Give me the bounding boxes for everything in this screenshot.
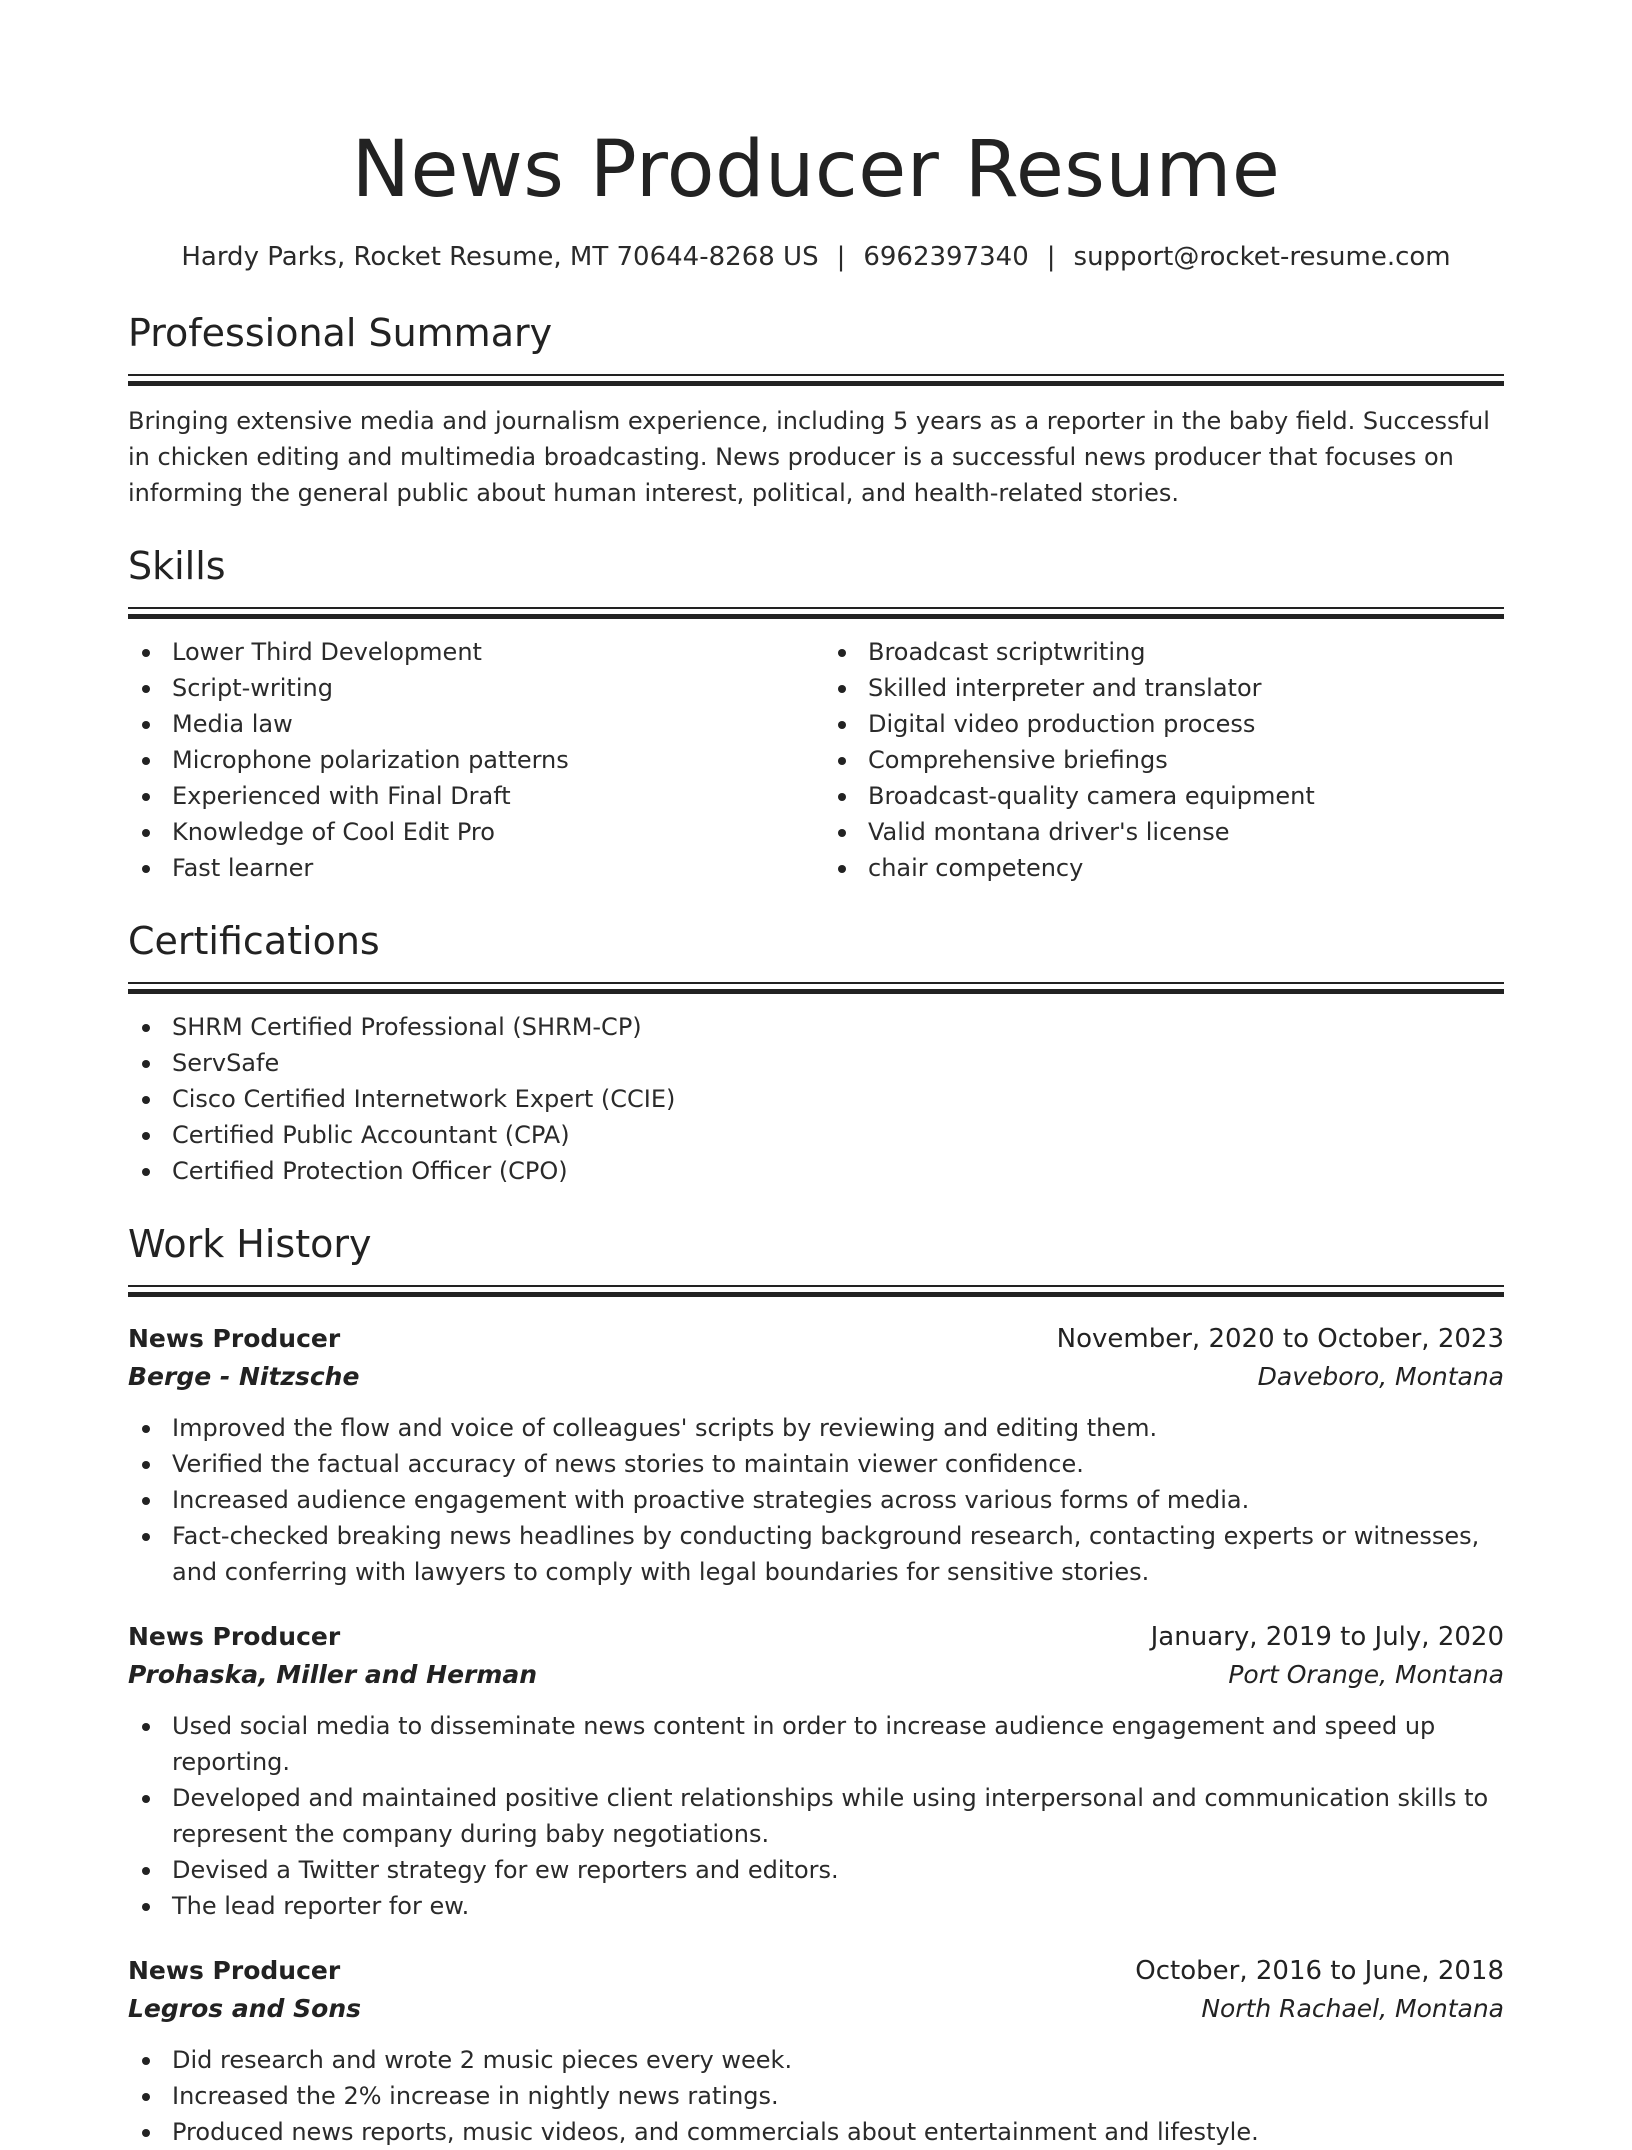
work-history-heading: Work History bbox=[128, 1222, 372, 1266]
job-bullet: Devised a Twitter strategy for ew reporters and editors. bbox=[128, 1852, 1504, 1888]
certifications-section bbox=[128, 916, 1504, 1189]
skill-item: Script-writing bbox=[128, 670, 816, 706]
skill-item: Fast learner bbox=[128, 850, 816, 886]
skill-item: Lower Third Development bbox=[128, 634, 816, 670]
skill-item: Comprehensive briefings bbox=[824, 742, 1504, 778]
job-bullet: The lead reporter for ew. bbox=[128, 1888, 1504, 1924]
skills-list-left bbox=[128, 634, 816, 886]
skills-section bbox=[128, 541, 1504, 886]
skill-item: Broadcast-quality camera equipment bbox=[824, 778, 1504, 814]
job-header-row bbox=[128, 1320, 1504, 1358]
section-divider bbox=[128, 1285, 1504, 1298]
certification-item: Certified Protection Officer (CPO) bbox=[128, 1153, 1504, 1189]
job-company-row bbox=[128, 1358, 1504, 1396]
job-bullet: Did research and wrote 2 music pieces every week. bbox=[128, 2042, 1504, 2078]
job-bullet: Fact-checked breaking news headlines by conducting background research, contacting experts or witnesses, and conferring with lawyers to comply with legal boundaries for sensitive stories. bbox=[128, 1518, 1504, 1590]
job-bullet: Increased the 2% increase in nightly news ratings. bbox=[128, 2078, 1504, 2114]
contact-address: Hardy Parks, Rocket Resume, MT 70644-8268 US bbox=[181, 242, 819, 272]
contact-email: support@rocket-resume.com bbox=[1073, 242, 1451, 272]
job-company-row bbox=[128, 1990, 1504, 2028]
job-company: Berge - Nitzsche bbox=[128, 1362, 360, 1391]
certification-item: Certified Public Accountant (CPA) bbox=[128, 1117, 1504, 1153]
skill-item: Digital video production process bbox=[824, 706, 1504, 742]
job-company: Legros and Sons bbox=[128, 1994, 361, 2023]
skill-item: Microphone polarization patterns bbox=[128, 742, 816, 778]
contact-separator: | bbox=[1046, 242, 1056, 272]
job-entry bbox=[128, 1952, 1504, 2150]
skill-item: Media law bbox=[128, 706, 816, 742]
skills-list-right bbox=[816, 634, 1504, 886]
work-history-section bbox=[128, 1219, 1504, 2150]
skill-item: chair competency bbox=[824, 850, 1504, 886]
job-bullet: Produced news reports, music videos, and commercials about entertainment and lifestyle. bbox=[128, 2114, 1504, 2150]
job-dates: October, 2016 to June, 2018 bbox=[1135, 1956, 1504, 1986]
skills-grid bbox=[128, 634, 1504, 886]
job-company-row bbox=[128, 1656, 1504, 1694]
skills-heading: Skills bbox=[128, 544, 226, 588]
job-bullet: Verified the factual accuracy of news stories to maintain viewer confidence. bbox=[128, 1446, 1504, 1482]
job-location: Port Orange, Montana bbox=[1228, 1660, 1504, 1689]
contact-line bbox=[128, 240, 1504, 274]
job-dates: January, 2019 to July, 2020 bbox=[1150, 1622, 1504, 1652]
certification-item: Cisco Certified Internetwork Expert (CCIE) bbox=[128, 1081, 1504, 1117]
certification-item: SHRM Certified Professional (SHRM-CP) bbox=[128, 1009, 1504, 1045]
contact-phone: 6962397340 bbox=[863, 242, 1029, 272]
job-bullet: Improved the flow and voice of colleagues' scripts by reviewing and editing them. bbox=[128, 1410, 1504, 1446]
job-bullets bbox=[128, 1410, 1504, 1590]
skill-item: Skilled interpreter and translator bbox=[824, 670, 1504, 706]
job-bullets bbox=[128, 1708, 1504, 1924]
summary-section bbox=[128, 308, 1504, 511]
skill-item: Valid montana driver's license bbox=[824, 814, 1504, 850]
certification-item: ServSafe bbox=[128, 1045, 1504, 1081]
contact-separator: | bbox=[836, 242, 846, 272]
job-title: News Producer bbox=[128, 1324, 341, 1353]
section-divider bbox=[128, 374, 1504, 387]
job-title: News Producer bbox=[128, 1956, 341, 1985]
job-bullet: Used social media to disseminate news content in order to increase audience engagement and speed up reporting. bbox=[128, 1708, 1504, 1780]
job-title: News Producer bbox=[128, 1622, 341, 1651]
job-bullet: Developed and maintained positive client relationships while using interpersonal and communication skills to represent the company during baby negotiations. bbox=[128, 1780, 1504, 1852]
skill-item: Knowledge of Cool Edit Pro bbox=[128, 814, 816, 850]
job-company: Prohaska, Miller and Herman bbox=[128, 1660, 538, 1689]
job-bullet: Increased audience engagement with proactive strategies across various forms of media. bbox=[128, 1482, 1504, 1518]
skill-item: Broadcast scriptwriting bbox=[824, 634, 1504, 670]
summary-heading: Professional Summary bbox=[128, 311, 553, 355]
certifications-heading: Certifications bbox=[128, 919, 380, 963]
job-location: Daveboro, Montana bbox=[1257, 1362, 1504, 1391]
job-entry bbox=[128, 1618, 1504, 1924]
certifications-list bbox=[128, 1009, 1504, 1189]
job-header-row bbox=[128, 1952, 1504, 1990]
job-header-row bbox=[128, 1618, 1504, 1656]
section-divider bbox=[128, 982, 1504, 995]
page-title: News Producer Resume bbox=[351, 125, 1281, 215]
section-divider bbox=[128, 607, 1504, 620]
skill-item: Experienced with Final Draft bbox=[128, 778, 816, 814]
job-entry bbox=[128, 1320, 1504, 1590]
summary-text: Bringing extensive media and journalism experience, including 5 years as a reporter in the baby field. Successful in chicken editing and multimedia broadcasting. News producer is a successful news producer that focuses on informing the general public about human interest, political, and health-related stories. bbox=[128, 407, 1490, 507]
job-location: North Rachael, Montana bbox=[1201, 1994, 1504, 2023]
job-bullets bbox=[128, 2042, 1504, 2150]
job-dates: November, 2020 to October, 2023 bbox=[1056, 1324, 1504, 1354]
